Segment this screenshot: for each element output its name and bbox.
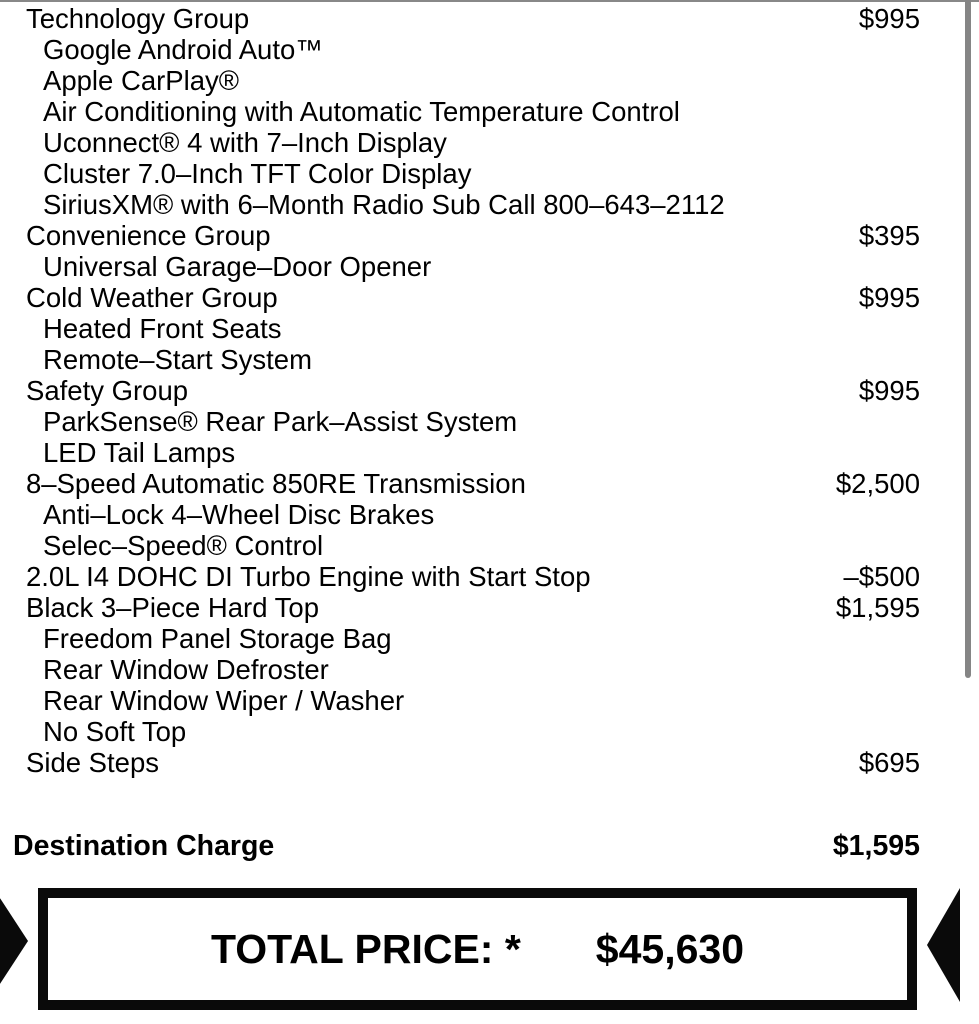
destination-charge-price: $1,595 [832, 830, 920, 862]
option-row [0, 747, 979, 778]
option-price: $395 [858, 220, 920, 251]
option-price: –$500 [843, 561, 920, 592]
option-label: 2.0L I4 DOHC DI Turbo Engine with Start Stop [26, 561, 591, 592]
option-row [0, 220, 979, 251]
option-row [0, 344, 979, 375]
option-row [0, 685, 979, 716]
option-row [0, 65, 979, 96]
option-label: Universal Garage–Door Opener [43, 251, 432, 282]
option-row [0, 96, 979, 127]
option-label: 8–Speed Automatic 850RE Transmission [26, 468, 526, 499]
option-label: Anti–Lock 4–Wheel Disc Brakes [43, 499, 435, 530]
option-label: Black 3–Piece Hard Top [26, 592, 319, 623]
option-label: Convenience Group [26, 220, 271, 251]
option-row [0, 592, 979, 623]
previous-page-arrow-icon[interactable] [0, 889, 28, 993]
option-label: Freedom Panel Storage Bag [43, 623, 392, 654]
option-label: Technology Group [26, 3, 250, 34]
option-price: $995 [858, 375, 920, 406]
option-row [0, 375, 979, 406]
option-label: Air Conditioning with Automatic Temperature Control [43, 96, 680, 127]
option-row [0, 127, 979, 158]
option-label: Heated Front Seats [43, 313, 282, 344]
option-label: Rear Window Wiper / Washer [43, 685, 405, 716]
option-label: Rear Window Defroster [43, 654, 329, 685]
destination-charge-label: Destination Charge [13, 830, 275, 862]
top-divider-line [0, 0, 979, 2]
destination-charge-row [0, 831, 979, 862]
option-label: Google Android Auto™ [43, 34, 323, 65]
option-label: Cluster 7.0–Inch TFT Color Display [43, 158, 472, 189]
option-label: SiriusXM® with 6–Month Radio Sub Call 800–643–2112 [43, 189, 725, 220]
option-row [0, 3, 979, 34]
next-page-arrow-icon[interactable] [927, 888, 960, 1002]
option-row [0, 716, 979, 747]
option-row [0, 158, 979, 189]
total-price-amount: $45,630 [595, 925, 745, 972]
total-price-label: TOTAL PRICE: * [210, 925, 521, 972]
vertical-scrollbar-thumb[interactable] [965, 0, 971, 678]
option-row [0, 282, 979, 313]
option-row [0, 561, 979, 592]
option-row [0, 437, 979, 468]
option-price: $695 [858, 747, 920, 778]
option-row [0, 406, 979, 437]
option-row [0, 530, 979, 561]
option-price: $995 [858, 282, 920, 313]
option-label: ParkSense® Rear Park–Assist System [43, 406, 518, 437]
option-row [0, 34, 979, 65]
option-price: $1,595 [835, 592, 920, 623]
option-row [0, 189, 979, 220]
option-label: LED Tail Lamps [43, 437, 236, 468]
total-price-box [38, 888, 917, 1010]
option-label: Remote–Start System [43, 344, 312, 375]
option-row [0, 313, 979, 344]
option-label: Apple CarPlay® [43, 65, 240, 96]
option-row [0, 468, 979, 499]
option-price: $2,500 [835, 468, 920, 499]
option-label: Side Steps [26, 747, 160, 778]
option-label: Safety Group [26, 375, 189, 406]
option-label: Cold Weather Group [26, 282, 278, 313]
option-row [0, 623, 979, 654]
option-row [0, 251, 979, 282]
option-label: Uconnect® 4 with 7–Inch Display [43, 127, 447, 158]
options-list [0, 3, 979, 778]
option-label: No Soft Top [43, 716, 187, 747]
option-label: Selec–Speed® Control [43, 530, 324, 561]
option-row [0, 654, 979, 685]
option-price: $995 [858, 3, 920, 34]
option-row [0, 499, 979, 530]
